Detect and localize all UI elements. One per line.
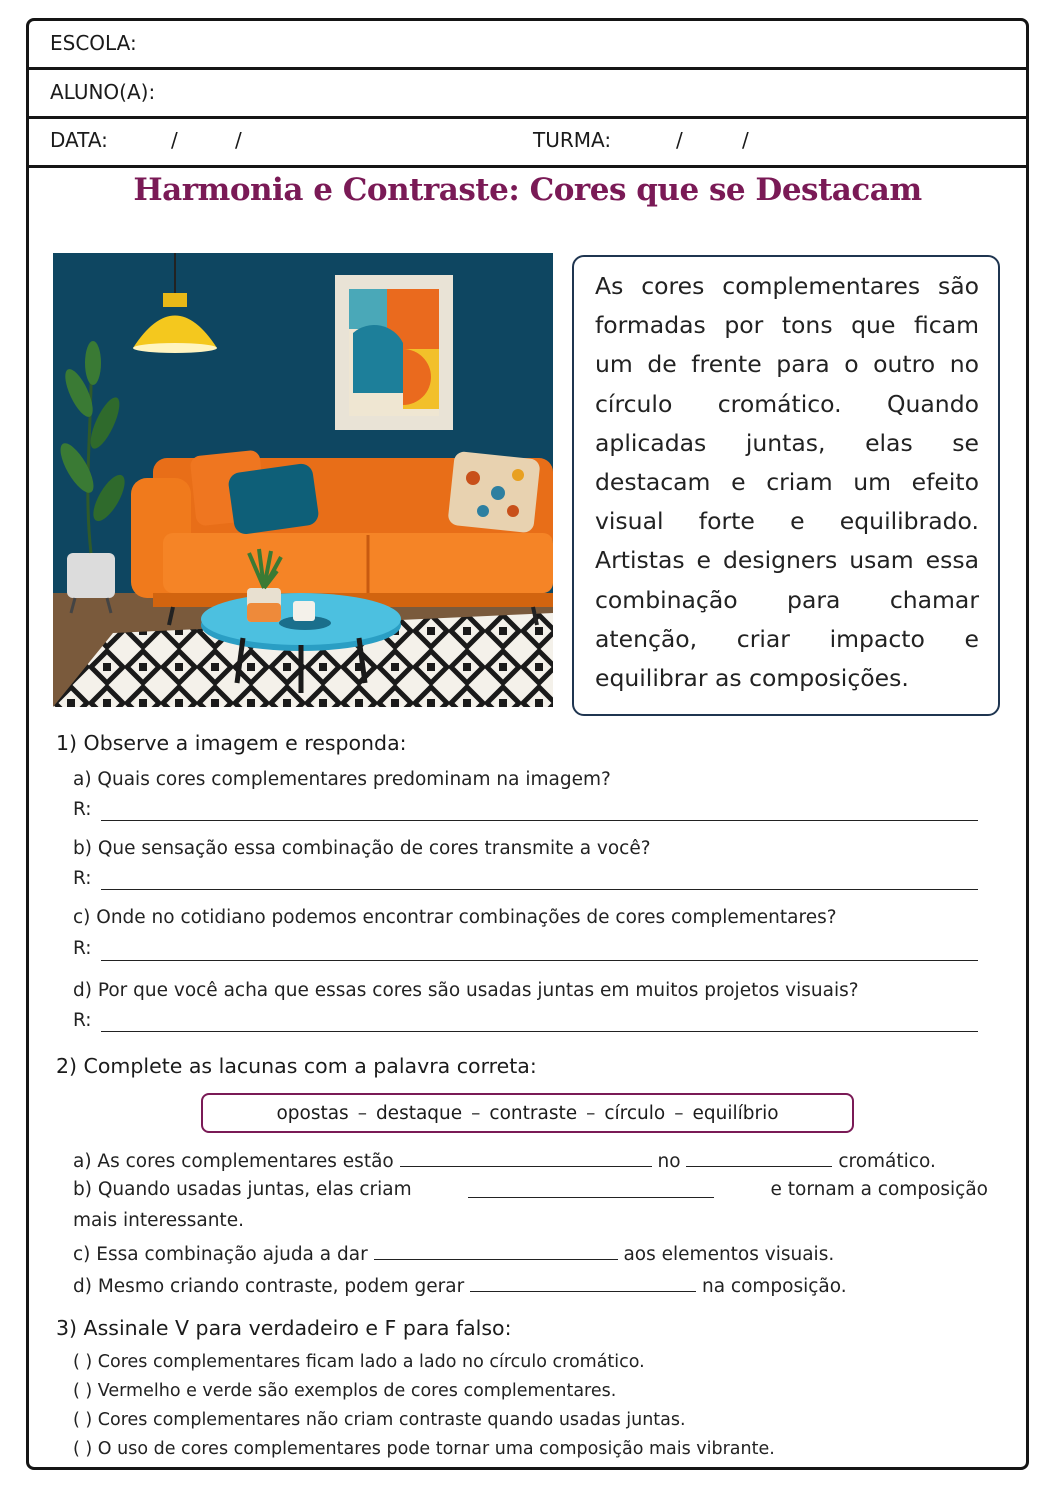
word-bank-item: círculo: [604, 1102, 666, 1124]
word-bank-item: equilíbrio: [692, 1102, 779, 1124]
question-1a: a) Quais cores complementares predominam na imagem?: [73, 769, 611, 790]
fill-sentence-c: [73, 1241, 988, 1265]
sentence-text: e tornam a composição: [770, 1179, 988, 1200]
sentence-text: c) Essa combinação ajuda a dar: [73, 1244, 368, 1265]
class-slash: /: [676, 128, 683, 152]
fill-sentence-d: [73, 1273, 988, 1297]
true-false-item[interactable]: ( ) Vermelho e verde são exemplos de cores complementares.: [73, 1381, 617, 1401]
blank[interactable]: [686, 1148, 832, 1167]
sentence-text: d) Mesmo criando contraste, podem gerar: [73, 1276, 465, 1297]
sentence-text: mais interessante.: [73, 1210, 244, 1231]
answer-label: R:: [73, 868, 92, 889]
answer-line-1a[interactable]: [101, 820, 978, 821]
fill-sentence-a: [73, 1148, 988, 1172]
question-3-title: 3) Assinale V para verdadeiro e F para falso:: [56, 1316, 512, 1340]
fill-sentence-b-cont: [73, 1210, 988, 1231]
class-slash: /: [742, 128, 749, 152]
answer-line-1d[interactable]: [101, 1031, 978, 1032]
date-slash: /: [171, 128, 178, 152]
question-1-title: 1) Observe a imagem e responda:: [56, 731, 407, 755]
word-bank: [201, 1093, 854, 1133]
sentence-text: no: [657, 1151, 681, 1172]
word-separator: –: [471, 1102, 481, 1124]
intro-textbox: [572, 255, 1000, 716]
date-class-row: [29, 119, 1026, 168]
question-1d: d) Por que você acha que essas cores são usadas juntas em muitos projetos visuais?: [73, 980, 859, 1001]
answer-label: R:: [73, 938, 92, 959]
question-2-title: 2) Complete as lacunas com a palavra correta:: [56, 1054, 537, 1078]
class-label: TURMA:: [533, 128, 612, 152]
fill-sentence-b: [73, 1179, 988, 1200]
worksheet-title: Harmonia e Contraste: Cores que se Destacam: [133, 172, 922, 208]
sentence-text: aos elementos visuais.: [623, 1244, 835, 1265]
question-1b: b) Que sensação essa combinação de cores transmite a você?: [73, 838, 651, 859]
true-false-item[interactable]: ( ) Cores complementares ficam lado a lado no círculo cromático.: [73, 1352, 645, 1372]
word-bank-item: opostas: [276, 1102, 349, 1124]
blank[interactable]: [468, 1179, 714, 1198]
word-separator: –: [674, 1102, 684, 1124]
living-room-image: [53, 253, 553, 707]
sentence-text: a) As cores complementares estão: [73, 1151, 394, 1172]
sentence-text: na composição.: [701, 1276, 847, 1297]
word-bank-item: contraste: [489, 1102, 578, 1124]
blank[interactable]: [470, 1273, 696, 1292]
answer-label: R:: [73, 1010, 92, 1031]
student-label: ALUNO(A):: [50, 80, 156, 104]
answer-line-1b[interactable]: [101, 889, 978, 890]
school-label: ESCOLA:: [50, 31, 137, 55]
date-label: DATA:: [50, 128, 108, 152]
answer-label: R:: [73, 799, 92, 820]
word-bank-item: destaque: [375, 1102, 463, 1124]
word-separator: –: [586, 1102, 596, 1124]
true-false-item[interactable]: ( ) O uso de cores complementares pode tornar uma composição mais vibrante.: [73, 1439, 775, 1459]
intro-text: As cores complementares são formadas por tons que ficam um de frente para o outro no círculo cromático. Quando aplicadas juntas, elas se destacam e criam um efeito visual forte e equilibrado. Artistas e designers usam essa combinação para chamar atenção, criar impacto e equilibrar as composições.: [595, 272, 979, 693]
question-1c: c) Onde no cotidiano podemos encontrar combinações de cores complementares?: [73, 907, 837, 928]
true-false-item[interactable]: ( ) Cores complementares não criam contraste quando usadas juntas.: [73, 1410, 686, 1430]
answer-line-1c[interactable]: [101, 960, 978, 961]
sentence-text: b) Quando usadas juntas, elas criam: [73, 1179, 412, 1200]
blank[interactable]: [374, 1241, 618, 1260]
student-row: [29, 70, 1026, 119]
word-separator: –: [357, 1102, 367, 1124]
sentence-text: cromático.: [838, 1151, 936, 1172]
school-row: [29, 21, 1026, 70]
blank[interactable]: [400, 1148, 652, 1167]
date-slash: /: [235, 128, 242, 152]
